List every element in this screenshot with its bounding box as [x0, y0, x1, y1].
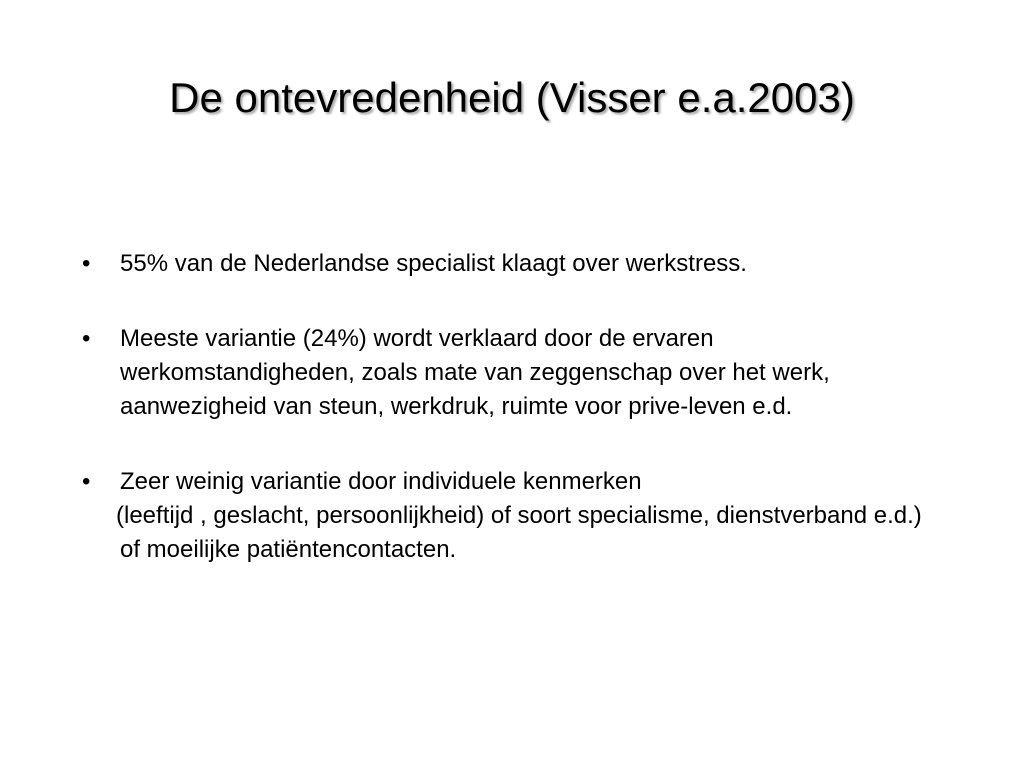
bullet-list [82, 247, 942, 567]
bullet-continuation-text: (leeftijd , geslacht, persoonlijkheid) of soort specialisme, dienstverband e.d.) of moeilijke patiëntencontacten. [116, 502, 922, 563]
bullet-icon: • [82, 250, 91, 277]
bullet-icon: • [82, 468, 91, 495]
bullet-text: Meeste variantie (24%) wordt verklaard door de ervaren werkomstandigheden, zoals mate van zeggenschap over het werk, aanwezigheid van steun, werkdruk, ruimte voor prive-leven e.d. [120, 325, 830, 420]
bullet-item [82, 465, 942, 567]
bullet-text: 55% van de Nederlandse specialist klaagt over werkstress. [120, 250, 747, 277]
slide-title: De ontevredenheid (Visser e.a.2003) [169, 74, 855, 121]
bullet-item [82, 247, 942, 281]
bullet-item [82, 322, 942, 424]
bullet-icon: • [82, 325, 91, 352]
bullet-text: Zeer weinig variantie door individuele kenmerken [120, 468, 642, 495]
